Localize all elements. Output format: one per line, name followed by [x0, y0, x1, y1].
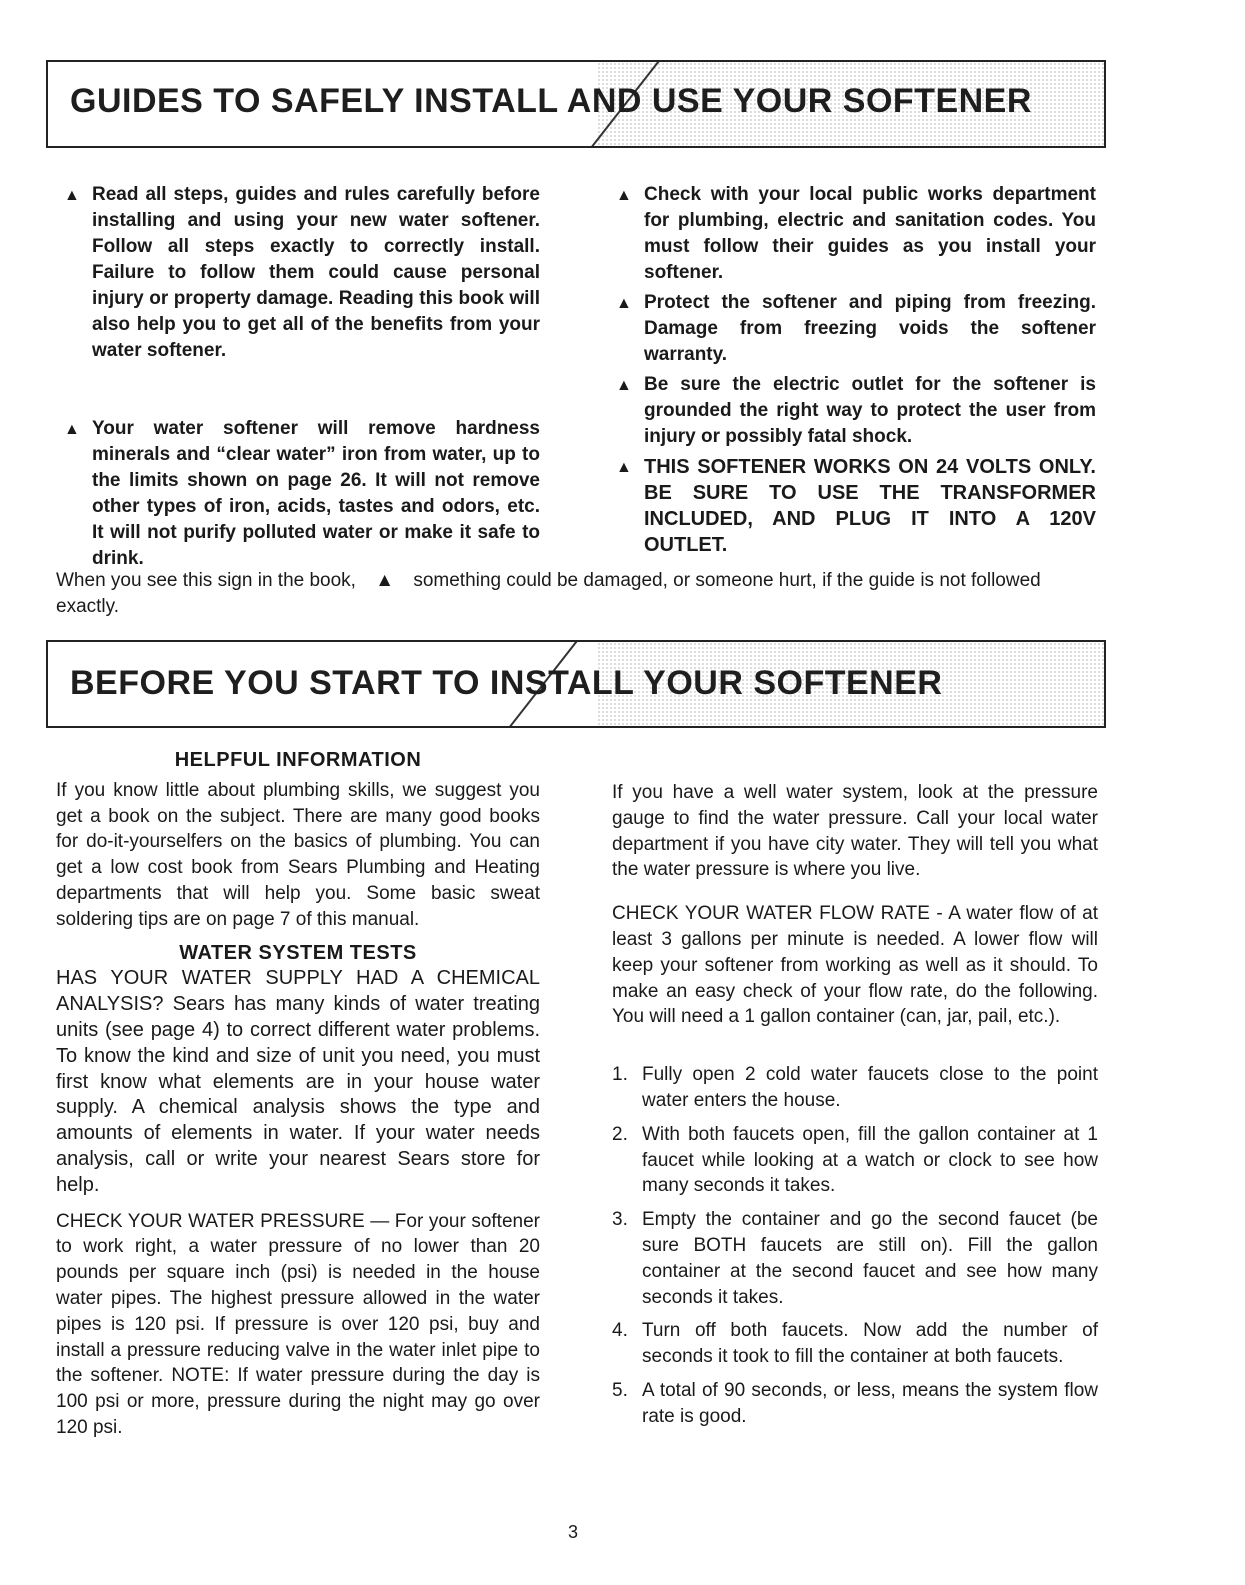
warning-triangle-icon: ▲	[616, 295, 632, 312]
warning-item: ▲ THIS SOFTENER WORKS ON 24 VOLTS ONLY. BE SURE TO USE THE TRANSFORMER INCLUDED, AND PLUG IT INTO A 120V OUTLET.	[616, 456, 1096, 556]
helpful-information-heading: HELPFUL INFORMATION	[174, 749, 422, 771]
well-water-text: If you have a well water system, look at the pressure gauge to find the water pressure. Call your local water department if you have city water. They will tell you what the water pressure is where you live.	[612, 782, 1098, 881]
warning-item: ▲ Be sure the electric outlet for the softener is grounded the right way to protect the user from injury or possibly fatal shock.	[616, 374, 1096, 447]
right-body-column	[612, 780, 1098, 1438]
warnings-left-column	[60, 182, 540, 572]
warning-triangle-icon: ▲	[616, 187, 632, 204]
banner-title: BEFORE YOU START TO INSTALL YOUR SOFTENER	[70, 664, 943, 702]
list-item: 5. A total of 90 seconds, or less, means the system flow rate is good.	[612, 1379, 1098, 1427]
warnings-right-column	[612, 182, 1096, 558]
warning-triangle-icon: ▲	[616, 459, 632, 476]
list-item: 4. Turn off both faucets. Now add the number of seconds it took to fill the container at both faucets.	[612, 1320, 1098, 1368]
warning-triangle-icon: ▲	[616, 377, 632, 394]
section-banner-guides	[46, 60, 1106, 148]
flow-rate-text: CHECK YOUR WATER FLOW RATE - A water flow of at least 3 gallons per minute is needed. A lower flow will keep your softener from working as well as it should. To make an easy check of your flow rate, do the following. You will need a 1 gallon container (can, jar, pail, etc.).	[612, 903, 1098, 1028]
section-banner-before-start	[46, 640, 1106, 728]
helpful-information-text: If you know little about plumbing skills, we suggest you get a book on the subject. There are many good books for do-it-yourselfers on the basics of plumbing. You can get a low cost book from Sears Plumbing and Heating departments that will help you. Some basic sweat soldering tips are on page 7 of this manual.	[56, 779, 540, 930]
list-item: 1. Fully open 2 cold water faucets close to the point water enters the house.	[612, 1064, 1098, 1111]
warning-triangle-icon: ▲	[64, 187, 80, 204]
list-item: 3. Empty the container and go the second faucet (be sure BOTH faucets are still on). Fill the gallon container at the second faucet and see how many seconds it takes.	[612, 1209, 1098, 1308]
warning-note: When you see this sign in the book, ▲ something could be damaged, or someone hurt, if the guide is not followed exactly.	[56, 570, 1041, 617]
left-body-column	[56, 748, 540, 1441]
flow-test-steps	[612, 1062, 1098, 1429]
banner-title: GUIDES TO SAFELY INSTALL AND USE YOUR SOFTENER	[70, 82, 1032, 120]
list-item: 2. With both faucets open, fill the gallon container at 1 faucet while looking at a watch or clock to see how many seconds it takes.	[612, 1123, 1098, 1197]
chemical-analysis-text: HAS YOUR WATER SUPPLY HAD A CHEMICAL ANALYSIS? Sears has many kinds of water treating units (see page 4) to correct different water problems. To know the kind and size of unit you need, you must first know what elements are in your house water supply. A chemical analysis shows the type and amounts of elements in water. If your water needs analysis, call or write your nearest Sears store for help.	[56, 967, 540, 1196]
warning-item: ▲ Protect the softener and piping from freezing. Damage from freezing voids the softener warranty.	[616, 292, 1096, 365]
warning-item: ▲ Read all steps, guides and rules carefully before installing and using your new water softener. Follow all steps exactly to correctly install. Failure to follow them could cause personal injury or property damage. Reading this book will also help you to get all of the benefits from your water softener.	[64, 184, 540, 361]
warning-triangle-icon: ▲	[64, 421, 80, 438]
page-number: 3	[568, 1522, 579, 1542]
warning-triangle-icon: ▲	[375, 570, 395, 591]
water-pressure-text: CHECK YOUR WATER PRESSURE — For your softener to work right, a water pressure of no lower than 20 pounds per square inch (psi) is needed in the house water pipes. The highest pressure allowed in the water pipes is 120 psi. If pressure is over 120 psi, buy and install a pressure reducing valve in the water inlet pipe to the softener. NOTE: If water pressure during the day is 100 psi or more, pressure during the night may go over 120 psi.	[56, 1210, 540, 1438]
warning-item: ▲ Your water softener will remove hardness minerals and “clear water” iron from water, up to the limits shown on page 26. It will not remove other types of iron, acids, tastes and odors, etc. It will not purify polluted water or make it safe to drink.	[64, 418, 540, 569]
warning-item: ▲ Check with your local public works department for plumbing, electric and sanitation codes. You must follow their guides as you install your softener.	[616, 184, 1096, 283]
water-system-tests-heading: WATER SYSTEM TESTS	[179, 941, 417, 964]
